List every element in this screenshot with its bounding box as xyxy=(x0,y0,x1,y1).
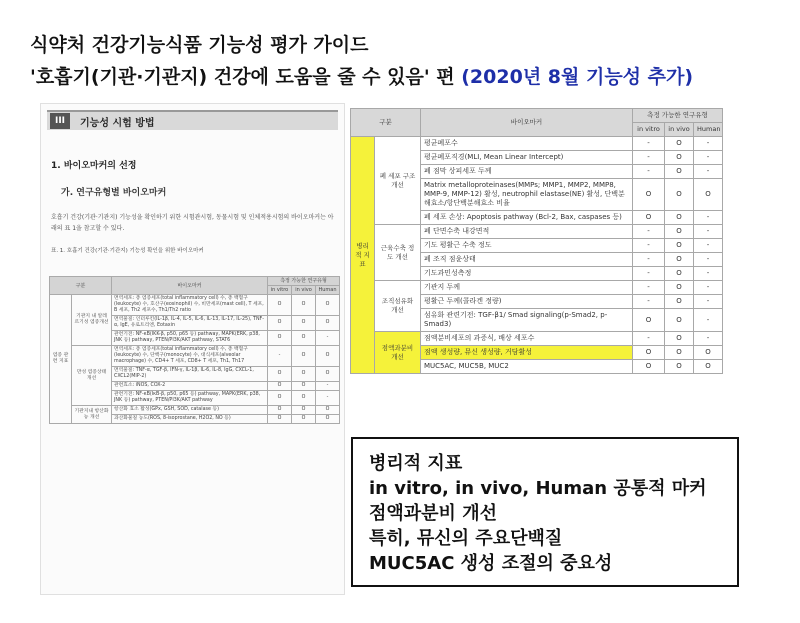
table-header-invivo: in vivo xyxy=(665,123,694,137)
biomarker-cell: 면역세포: 총 염증세포(total inflammatory cell) 수, 총 백혈구(leukocyte) 수, 호산구(eosinophil) 수, 비만세포(mast cell), T 세포, B 세포, Th2 세포수, Th1/Th2 ratio xyxy=(112,295,268,316)
study-invitro-cell: - xyxy=(633,225,665,239)
study-invitro-cell: - xyxy=(633,165,665,179)
study-invitro-cell: - xyxy=(633,267,665,281)
group-category-cell: 폐 세포 구조 개선 xyxy=(375,137,421,225)
study-invivo-cell: O xyxy=(292,406,316,415)
study-human-cell: O xyxy=(316,346,340,367)
study-invivo-cell: O xyxy=(665,137,694,151)
biomarker-cell: 폐 점막 상피세포 두께 xyxy=(421,165,633,179)
study-invivo-cell: O xyxy=(665,151,694,165)
group-category-cell: 만성 염증상태 개선 xyxy=(72,346,112,406)
biomarker-cell: 섬유화 관련기전: TGF-β1/ Smad signaling(p-Smad2, p-Smad3) xyxy=(421,309,633,332)
biomarker-cell: 기관지 두께 xyxy=(421,281,633,295)
table-row xyxy=(50,406,340,415)
study-human-cell: - xyxy=(694,281,723,295)
biomarker-cell: 기도과민성측정 xyxy=(421,267,633,281)
study-invitro-cell: - xyxy=(268,346,292,367)
table-header-biomarker: 바이오마커 xyxy=(421,109,633,137)
table-row xyxy=(351,137,723,151)
study-invivo-cell: O xyxy=(665,346,694,360)
study-invivo-cell: O xyxy=(292,295,316,316)
study-invivo-cell: O xyxy=(292,382,316,391)
biomarker-cell: Matrix metalloproteinases(MMPs; MMP1, MMP2, MMP8, MMP-9, MMP-12) 활성, neutrophil elastase(NE) 활성, 단백분해효소/항단백분해효소 비율 xyxy=(421,179,633,211)
study-invitro-cell: - xyxy=(633,253,665,267)
table-row xyxy=(351,332,723,346)
study-invivo-cell: O xyxy=(665,225,694,239)
study-invivo-cell: O xyxy=(665,253,694,267)
study-invitro-cell: O xyxy=(633,211,665,225)
study-human-cell: - xyxy=(316,331,340,346)
study-invivo-cell: O xyxy=(665,267,694,281)
study-invitro-cell: O xyxy=(268,316,292,331)
study-invitro-cell: - xyxy=(633,332,665,346)
main-category-cell: 염증 관련 지표 xyxy=(50,295,72,424)
biomarker-cell: 면역물질: 인터루킨(IL-1β, IL-4, IL-5, IL-6, IL-13, IL-17, IL-25), TNF-α, IgE, 유로트리엔, Eotaxin xyxy=(112,316,268,331)
callout-line: 점액과분비 개선 xyxy=(369,503,497,524)
study-human-cell: O xyxy=(316,406,340,415)
study-invitro-cell: - xyxy=(633,137,665,151)
guide-document-excerpt xyxy=(40,103,345,595)
study-invivo-cell: O xyxy=(292,367,316,382)
study-invivo-cell: O xyxy=(292,415,316,424)
study-invivo-cell: O xyxy=(665,360,694,374)
group-category-cell: 기관지 내 알레르기성 염증개선 xyxy=(72,295,112,346)
intro-paragraph: 호흡기 건강(기관·기관지) 기능성을 확인하기 위한 시험관시험, 동물시험 및 인체적용시험의 바이오마커는 아래의 표 1을 참고할 수 있다. xyxy=(51,214,334,232)
biomarker-cell: 폐 조직 점윤상태 xyxy=(421,253,633,267)
table-header-invitro: in vitro xyxy=(268,286,292,295)
study-human-cell: - xyxy=(316,391,340,406)
table-header-study-type: 측정 가능한 연구유형 xyxy=(268,277,340,286)
study-human-cell: O xyxy=(694,360,723,374)
study-invitro-cell: O xyxy=(633,360,665,374)
callout-line: 병리적 지표 xyxy=(369,453,463,474)
biomarker-cell: 기도 평활근 수축 정도 xyxy=(421,239,633,253)
study-invivo-cell: O xyxy=(665,239,694,253)
study-human-cell: O xyxy=(694,346,723,360)
study-human-cell: - xyxy=(694,239,723,253)
table-header-invivo: in vivo xyxy=(292,286,316,295)
page-title: 식약처 건강기능식품 기능성 평가 가이드 xyxy=(30,34,369,56)
table-row xyxy=(50,346,340,367)
biomarker-cell: 평균폐포직경(MLI, Mean Linear Intercept) xyxy=(421,151,633,165)
study-human-cell: - xyxy=(694,225,723,239)
study-human-cell: - xyxy=(694,165,723,179)
biomarker-cell: 관련기전: NF-κB(IκB-β, p50, p65 등) pathway, MAPK(ERK, p38, JNK 등) pathway, PTEN/PI3K/AKT pathway xyxy=(112,391,268,406)
study-invitro-cell: O xyxy=(268,331,292,346)
subsubsection-heading: 가. 연구유형별 바이오마커 xyxy=(61,188,167,198)
study-human-cell: - xyxy=(694,137,723,151)
study-invivo-cell: O xyxy=(665,179,694,211)
study-invitro-cell: O xyxy=(268,367,292,382)
biomarker-cell: 면역세포: 총 염증세포(total inflammatory cell) 수, 총 백혈구(leukocyte) 수, 단핵구(monocyte) 수, 대식세포(alveolar macrophage) 수, CD4+ T 세포, CD8+ T 세포, Th1, Th17 xyxy=(112,346,268,367)
table-header-human: Human xyxy=(694,123,723,137)
study-human-cell: O xyxy=(316,295,340,316)
group-category-cell: 근육수축 정도 개선 xyxy=(375,225,421,281)
biomarker-cell: 점액 생성량, 뮤신 생성량, 거담활성 xyxy=(421,346,633,360)
page-subtitle xyxy=(30,62,693,89)
study-human-cell: - xyxy=(694,253,723,267)
table-header-human: Human xyxy=(316,286,340,295)
group-category-cell: 조직섬유화 개선 xyxy=(375,281,421,332)
biomarker-cell: 점액분비세포의 과증식, 배상 세포수 xyxy=(421,332,633,346)
subsection-heading: 1. 바이오마커의 선정 xyxy=(51,161,137,171)
biomarker-cell: 과산화물질 농도(ROS, 8-isoprostane, H2O2, NO 등) xyxy=(112,415,268,424)
study-human-cell: O xyxy=(316,316,340,331)
study-invitro-cell: O xyxy=(268,295,292,316)
section-number: III xyxy=(50,113,70,129)
table-header-biomarker: 바이오마커 xyxy=(112,277,268,295)
study-invitro-cell: O xyxy=(268,382,292,391)
study-human-cell: - xyxy=(694,267,723,281)
table-header-study-type: 측정 가능한 연구유형 xyxy=(633,109,723,123)
biomarker-cell: 폐 세포 손상: Apoptosis pathway (Bcl-2, Bax, caspases 등) xyxy=(421,211,633,225)
study-invivo-cell: O xyxy=(292,331,316,346)
biomarker-cell: 평균폐포수 xyxy=(421,137,633,151)
study-invivo-cell: O xyxy=(665,295,694,309)
table-caption: 표. 1. 호흡기 건강(기관·기관지) 기능성 확인을 위한 바이오마커 xyxy=(51,248,204,254)
study-invitro-cell: - xyxy=(633,295,665,309)
study-human-cell: O xyxy=(694,179,723,211)
section-title: 기능성 시험 방법 xyxy=(80,117,155,129)
table-header-invitro: in vitro xyxy=(633,123,665,137)
biomarker-cell: 폐 단면수축 내강면적 xyxy=(421,225,633,239)
subtitle-text: '호흡기(기관·기관지) 건강에 도움을 줄 수 있음' 편 xyxy=(30,66,462,88)
table-header-category: 구분 xyxy=(50,277,112,295)
biomarker-table-inflammation xyxy=(49,276,340,424)
study-invitro-cell: O xyxy=(268,406,292,415)
study-invivo-cell: O xyxy=(665,281,694,295)
biomarker-cell: 관련효소: iNOS, COX-2 xyxy=(112,382,268,391)
study-invitro-cell: - xyxy=(633,239,665,253)
section-header xyxy=(47,110,338,130)
biomarker-cell: 면역물질: TNF-α, TGF-β, IFN-γ, IL-1β, IL-6, IL-8, IgG, CXCL-1, CXCL2(MIP-2) xyxy=(112,367,268,382)
table-row xyxy=(50,295,340,316)
group-category-cell: 기관지내 항산화능 개선 xyxy=(72,406,112,424)
subtitle-date-note: (2020년 8월 기능성 추가) xyxy=(461,66,694,88)
study-human-cell: O xyxy=(316,415,340,424)
study-invivo-cell: O xyxy=(292,316,316,331)
main-category-cell: 병리적 지표 xyxy=(351,137,375,374)
table-row xyxy=(351,281,723,295)
biomarker-cell: 관련기전: NF-κB(IKK-β, p50, p65 등) pathway, MAPK(ERK, p38, JNK 등) pathway, PTEN/PI3K/AKT pathway, STAT6 xyxy=(112,331,268,346)
biomarker-cell: 평활근 두께(콜라겐 정량) xyxy=(421,295,633,309)
study-invivo-cell: O xyxy=(665,211,694,225)
study-human-cell: - xyxy=(694,309,723,332)
biomarker-cell: 항산화 효소 활성(GPx, GSH, SOD, catalase 등) xyxy=(112,406,268,415)
study-invitro-cell: O xyxy=(633,179,665,211)
study-invivo-cell: O xyxy=(665,165,694,179)
summary-callout xyxy=(351,437,739,587)
callout-line: in vitro, in vivo, Human 공통적 마커 xyxy=(369,478,707,499)
study-invivo-cell: O xyxy=(292,346,316,367)
biomarker-cell: MUC5AC, MUC5B, MUC2 xyxy=(421,360,633,374)
study-human-cell: - xyxy=(316,382,340,391)
biomarker-table-pathology xyxy=(350,108,723,374)
study-invitro-cell: - xyxy=(633,281,665,295)
study-invitro-cell: - xyxy=(633,151,665,165)
study-invitro-cell: O xyxy=(633,346,665,360)
study-human-cell: O xyxy=(316,367,340,382)
study-invitro-cell: O xyxy=(633,309,665,332)
study-human-cell: - xyxy=(694,332,723,346)
table-row xyxy=(351,225,723,239)
group-category-cell: 점액과분비 개선 xyxy=(375,332,421,374)
study-invivo-cell: O xyxy=(665,309,694,332)
callout-line: 특히, 뮤신의 주요단백질 xyxy=(369,528,563,549)
study-invivo-cell: O xyxy=(292,391,316,406)
study-human-cell: - xyxy=(694,295,723,309)
study-invitro-cell: O xyxy=(268,415,292,424)
study-invivo-cell: O xyxy=(665,332,694,346)
study-human-cell: - xyxy=(694,151,723,165)
table-header-category: 구분 xyxy=(351,109,421,137)
callout-line: MUC5AC 생성 조절의 중요성 xyxy=(369,553,613,574)
study-invitro-cell: O xyxy=(268,391,292,406)
study-human-cell: - xyxy=(694,211,723,225)
